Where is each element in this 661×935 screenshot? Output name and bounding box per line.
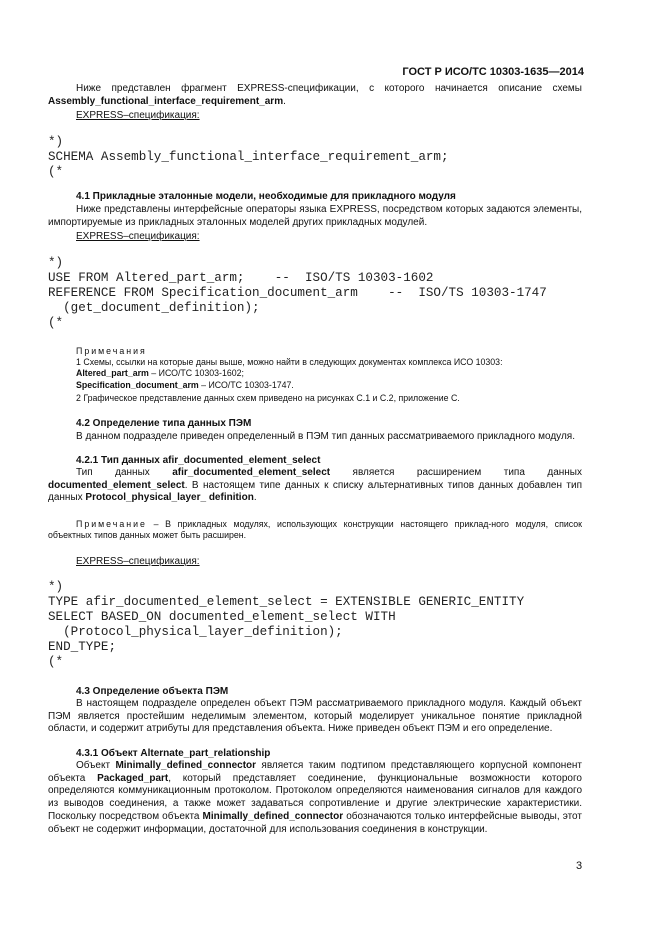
section-4-3-paragraph: В настоящем подразделе определен объект ПЭМ рассматриваемого прикладного модуля. Каждый объект ПЭМ является простейшим неделимым элементом, который моделирует уникальное понятие прикладной области, и содержит атрибуты для представления объекта. Ниже приведен объект ПЭМ и его определение. bbox=[48, 698, 582, 735]
section-4-3-heading: 4.3 Определение объекта ПЭМ bbox=[76, 686, 229, 697]
notes-title: Примечания bbox=[76, 346, 147, 356]
express-spec-label-2: EXPRESS–спецификация: bbox=[76, 231, 200, 242]
section-4-2-1-heading: 4.2.1 Тип данных afir_documented_element_select bbox=[76, 455, 321, 466]
code-block-type: *) TYPE afir_documented_element_select = EXTENSIBLE GENERIC_ENTITY SELECT BASED_ON documented_element_select WITH (Protocol_physical_layer_definition); END_TYPE; (* bbox=[48, 580, 525, 669]
section-4-2-1-paragraph: Тип данных afir_documented_element_select является расширением типа данных documented_element_select. В настоящем типе данных к списку альтернативных типов данных добавлен тип данных Protocol_physical_layer_ definition. bbox=[48, 467, 582, 504]
section-4-1-paragraph: Ниже представлены интерфейсные операторы языка EXPRESS, посредством которых задаются элементы, импортируемые из прикладных эталонных моделей других прикладных модулей. bbox=[48, 204, 582, 228]
note-1: 1 Схемы, ссылки на которые даны выше, можно найти в следующих документах комплекса ИСО 10303: bbox=[76, 357, 503, 367]
note-ref-specification-document: Specification_document_arm – ИСО/ТС 10303-1747. bbox=[76, 380, 294, 390]
schema-name: Assembly_functional_interface_requirement_arm bbox=[48, 95, 284, 107]
page-number: 3 bbox=[576, 860, 583, 872]
section-4-3-1-paragraph: Объект Minimally_defined_connector является таким подтипом представляющего корпусной компонент объекта Packaged_part, который представляет соединение, функциональные возможности которого определяются коммуникационным протоколом. Протоколом определяются наименования сигналов для каждого из выводов соединения, а также может задаваться сопротивление и другие электрические характеристики. Поскольку посредством объекта Minimally_defined_connector обозначаются только интерфейсные выводы, этот объект не содержит информации, достаточной для использования соединения в конструкции. bbox=[48, 760, 582, 835]
note-ref-altered-part: Altered_part_arm – ИСО/ТС 10303-1602; bbox=[76, 368, 244, 378]
note-extensible-types: Примечание – В прикладных модулях, использующих конструкции настоящего приклад-ного модуля, список объектных типов данных может быть расширен. bbox=[48, 519, 582, 540]
section-4-2-heading: 4.2 Определение типа данных ПЭМ bbox=[76, 418, 252, 429]
express-spec-label-1: EXPRESS–спецификация: bbox=[76, 110, 200, 121]
intro-paragraph: Ниже представлен фрагмент EXPRESS-спецификации, с которого начинается описание схемы Assembly_functional_interface_requirement_arm. bbox=[48, 83, 582, 107]
section-4-2-paragraph: В данном подразделе приведен определенный в ПЭМ тип данных рассматриваемого прикладного модуля. bbox=[76, 431, 575, 442]
express-spec-label-3: EXPRESS–спецификация: bbox=[76, 556, 200, 567]
code-block-imports: *) USE FROM Altered_part_arm; -- ISO/TS 10303-1602 REFERENCE FROM Specification_document_arm -- ISO/TS 10303-1747 (get_document_definition); (* bbox=[48, 256, 547, 330]
note-2: 2 Графическое представление данных схем приведено на рисунках C.1 и C.2, приложение C. bbox=[76, 393, 460, 403]
section-4-3-1-heading: 4.3.1 Объект Alternate_part_relationship bbox=[76, 748, 271, 759]
section-4-1-heading: 4.1 Прикладные эталонные модели, необходимые для прикладного модуля bbox=[76, 191, 456, 202]
code-block-schema: *) SCHEMA Assembly_functional_interface_requirement_arm; (* bbox=[48, 135, 449, 179]
standard-header: ГОСТ Р ИСО/ТС 10303-1635—2014 bbox=[402, 66, 584, 78]
